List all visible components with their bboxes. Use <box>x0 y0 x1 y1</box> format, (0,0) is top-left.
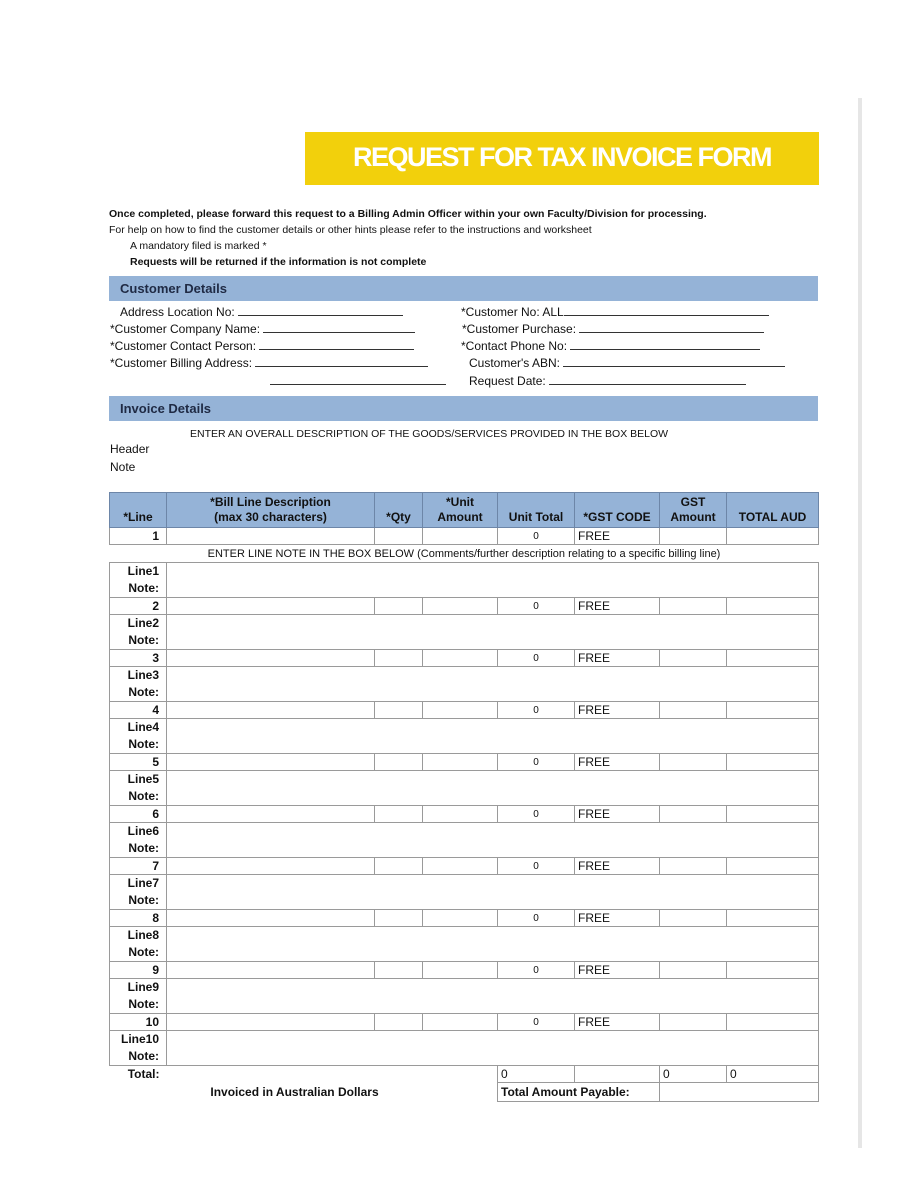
total-aud-cell <box>727 598 819 615</box>
line-number: 2 <box>110 598 167 615</box>
bill-line-description-input[interactable] <box>167 806 375 823</box>
qty-input[interactable] <box>375 528 423 545</box>
title-banner <box>305 132 819 185</box>
total-aud-cell <box>727 858 819 875</box>
total-amount-payable-value <box>660 1083 819 1102</box>
line-number: 8 <box>110 910 167 927</box>
bill-line-description-input[interactable] <box>167 650 375 667</box>
unit-amount-input[interactable] <box>423 598 498 615</box>
line-note-label: Line7 Note: <box>110 875 167 910</box>
line-note-label: Line10 Note: <box>110 1031 167 1066</box>
line-note-row <box>110 719 819 754</box>
bill-line-description-input[interactable] <box>167 962 375 979</box>
line-note-label: Line9 Note: <box>110 979 167 1014</box>
customer-no-field[interactable]: *Customer No: ALL <box>461 305 769 319</box>
unit-amount-input[interactable] <box>423 1014 498 1031</box>
line-note-label: Line2 Note: <box>110 615 167 650</box>
qty-input[interactable] <box>375 650 423 667</box>
total-amount-payable-label: Total Amount Payable: <box>498 1083 660 1102</box>
unit-total-cell: 0 <box>498 806 575 823</box>
line-number: 7 <box>110 858 167 875</box>
gst-code-select[interactable]: FREE <box>575 806 660 823</box>
invoice-lines-table <box>109 492 819 1102</box>
invoice-details-title: Invoice Details <box>120 401 212 416</box>
line-number: 4 <box>110 702 167 719</box>
table-row <box>110 806 819 823</box>
table-row <box>110 702 819 719</box>
total-unit-total: 0 <box>498 1066 575 1083</box>
line-note-instruction-row <box>110 545 819 563</box>
line-number: 10 <box>110 1014 167 1031</box>
line-number: 1 <box>110 528 167 545</box>
invoice-details-header <box>109 396 818 421</box>
table-row <box>110 1014 819 1031</box>
col-total-aud: TOTAL AUD <box>727 493 819 528</box>
page-title: REQUEST FOR TAX INVOICE FORM <box>352 142 771 172</box>
table-row <box>110 858 819 875</box>
line-number: 9 <box>110 962 167 979</box>
line-note-label: Line5 Note: <box>110 771 167 806</box>
qty-input[interactable] <box>375 754 423 771</box>
col-gst-code: *GST CODE <box>575 493 660 528</box>
line-note-input[interactable] <box>167 875 819 910</box>
line-note-row <box>110 1031 819 1066</box>
gst-code-select[interactable]: FREE <box>575 858 660 875</box>
contact-phone-field[interactable]: *Contact Phone No: <box>461 339 760 353</box>
col-unit-total: Unit Total <box>498 493 575 528</box>
line-note-label: Line4 Note: <box>110 719 167 754</box>
payable-row <box>110 1083 819 1102</box>
gst-code-select[interactable]: FREE <box>575 528 660 545</box>
gst-amount-cell <box>660 858 727 875</box>
unit-amount-input[interactable] <box>423 754 498 771</box>
intro-line-3: A mandatory filed is marked * <box>130 240 267 252</box>
line-note-input[interactable] <box>167 927 819 962</box>
line-note-input[interactable] <box>167 615 819 650</box>
col-gst-amount: GST Amount <box>660 493 727 528</box>
bill-line-description-input[interactable] <box>167 754 375 771</box>
gst-code-select[interactable]: FREE <box>575 962 660 979</box>
line-note-row <box>110 823 819 858</box>
bill-line-description-input[interactable] <box>167 702 375 719</box>
unit-total-cell: 0 <box>498 528 575 545</box>
unit-total-cell: 0 <box>498 650 575 667</box>
total-gst-amount: 0 <box>660 1066 727 1083</box>
total-aud-cell <box>727 528 819 545</box>
unit-total-cell: 0 <box>498 858 575 875</box>
gst-amount-cell <box>660 528 727 545</box>
line-note-row <box>110 875 819 910</box>
gst-code-select[interactable]: FREE <box>575 910 660 927</box>
line-note-label: Line1 Note: <box>110 563 167 598</box>
total-aud-cell <box>727 702 819 719</box>
line-note-instruction: ENTER LINE NOTE IN THE BOX BELOW (Comments/further description relating to a specific billing line) <box>207 547 721 560</box>
total-aud-cell <box>727 806 819 823</box>
bill-line-description-input[interactable] <box>167 1014 375 1031</box>
gst-amount-cell <box>660 962 727 979</box>
table-header-row <box>110 493 819 528</box>
gst-amount-cell <box>660 650 727 667</box>
qty-input[interactable] <box>375 1014 423 1031</box>
col-qty: *Qty <box>375 493 423 528</box>
gst-code-select[interactable]: FREE <box>575 598 660 615</box>
table-row <box>110 910 819 927</box>
header-label: Header <box>110 442 150 456</box>
line-note-row <box>110 771 819 806</box>
gst-code-select[interactable]: FREE <box>575 1014 660 1031</box>
unit-amount-input[interactable] <box>423 858 498 875</box>
gst-code-select[interactable]: FREE <box>575 754 660 771</box>
customer-details-title: Customer Details <box>120 281 227 296</box>
total-aud-cell <box>727 910 819 927</box>
unit-total-cell: 0 <box>498 910 575 927</box>
address-location-field[interactable]: Address Location No: <box>120 305 403 319</box>
qty-input[interactable] <box>375 910 423 927</box>
customer-purchase-field[interactable]: *Customer Purchase: <box>462 322 764 336</box>
header-note-instruction: ENTER AN OVERALL DESCRIPTION OF THE GOODS/SERVICES PROVIDED IN THE BOX BELOW <box>190 428 669 440</box>
gst-amount-cell <box>660 806 727 823</box>
request-date-field[interactable]: Request Date: <box>469 374 746 388</box>
unit-amount-input[interactable] <box>423 910 498 927</box>
table-row <box>110 754 819 771</box>
line-number: 5 <box>110 754 167 771</box>
table-row <box>110 650 819 667</box>
line-note-row <box>110 615 819 650</box>
unit-amount-input[interactable] <box>423 702 498 719</box>
customer-abn-field[interactable]: Customer's ABN: <box>469 356 785 370</box>
customer-contact-person-field[interactable]: *Customer Contact Person: <box>110 339 414 353</box>
customer-billing-address-field[interactable]: *Customer Billing Address: <box>110 356 428 370</box>
unit-total-cell: 0 <box>498 702 575 719</box>
line-note-label: Line8 Note: <box>110 927 167 962</box>
total-aud-value: 0 <box>727 1066 819 1083</box>
gst-amount-cell <box>660 754 727 771</box>
customer-company-name-field[interactable]: *Customer Company Name: <box>110 322 415 336</box>
line-note-input[interactable] <box>167 771 819 806</box>
qty-input[interactable] <box>375 702 423 719</box>
qty-input[interactable] <box>375 806 423 823</box>
unit-total-cell: 0 <box>498 1014 575 1031</box>
line-note-input[interactable] <box>167 667 819 702</box>
page-edge <box>858 98 862 1148</box>
line-note-row <box>110 563 819 598</box>
total-aud-cell <box>727 650 819 667</box>
total-aud-cell <box>727 754 819 771</box>
line-note-input[interactable] <box>167 719 819 754</box>
qty-input[interactable] <box>375 598 423 615</box>
billing-address-line-2[interactable] <box>270 374 446 388</box>
line-note-input[interactable] <box>167 563 819 598</box>
col-bill-line-description: *Bill Line Description (max 30 characters) <box>167 493 375 528</box>
line-note-input[interactable] <box>167 823 819 858</box>
unit-amount-input[interactable] <box>423 962 498 979</box>
total-row <box>110 1066 819 1083</box>
intro-line-1: Once completed, please forward this request to a Billing Admin Officer within your own Faculty/Division for processing. <box>109 208 707 220</box>
line-note-input[interactable] <box>167 979 819 1014</box>
bill-line-description-input[interactable] <box>167 528 375 545</box>
line-note-row <box>110 927 819 962</box>
gst-code-select[interactable]: FREE <box>575 650 660 667</box>
col-unit-amount: *Unit Amount <box>423 493 498 528</box>
line-note-label: Line3 Note: <box>110 667 167 702</box>
bill-line-description-input[interactable] <box>167 858 375 875</box>
gst-amount-cell <box>660 1014 727 1031</box>
qty-input[interactable] <box>375 962 423 979</box>
gst-amount-cell <box>660 598 727 615</box>
total-gst-code-cell <box>575 1066 660 1083</box>
line-note-row <box>110 979 819 1014</box>
qty-input[interactable] <box>375 858 423 875</box>
table-row <box>110 528 819 545</box>
total-aud-cell <box>727 962 819 979</box>
intro-line-4: Requests will be returned if the information is not complete <box>130 256 427 268</box>
intro-line-2: For help on how to find the customer details or other hints please refer to the instructions and worksheet <box>109 224 592 236</box>
gst-amount-cell <box>660 702 727 719</box>
unit-amount-input[interactable] <box>423 528 498 545</box>
line-number: 3 <box>110 650 167 667</box>
unit-total-cell: 0 <box>498 754 575 771</box>
gst-amount-cell <box>660 910 727 927</box>
unit-amount-input[interactable] <box>423 806 498 823</box>
unit-total-cell: 0 <box>498 598 575 615</box>
line-note-input[interactable] <box>167 1031 819 1066</box>
bill-line-description-input[interactable] <box>167 910 375 927</box>
gst-code-select[interactable]: FREE <box>575 702 660 719</box>
total-aud-cell <box>727 1014 819 1031</box>
total-label: Total: <box>127 1067 160 1082</box>
unit-amount-input[interactable] <box>423 650 498 667</box>
customer-details-header <box>109 276 818 301</box>
line-note-row <box>110 667 819 702</box>
note-label: Note <box>110 460 136 474</box>
line-note-label: Line6 Note: <box>110 823 167 858</box>
unit-total-cell: 0 <box>498 962 575 979</box>
bill-line-description-input[interactable] <box>167 598 375 615</box>
table-row <box>110 598 819 615</box>
currency-note: Invoiced in Australian Dollars <box>210 1085 379 1099</box>
table-row <box>110 962 819 979</box>
col-line: *Line <box>110 493 167 528</box>
line-number: 6 <box>110 806 167 823</box>
